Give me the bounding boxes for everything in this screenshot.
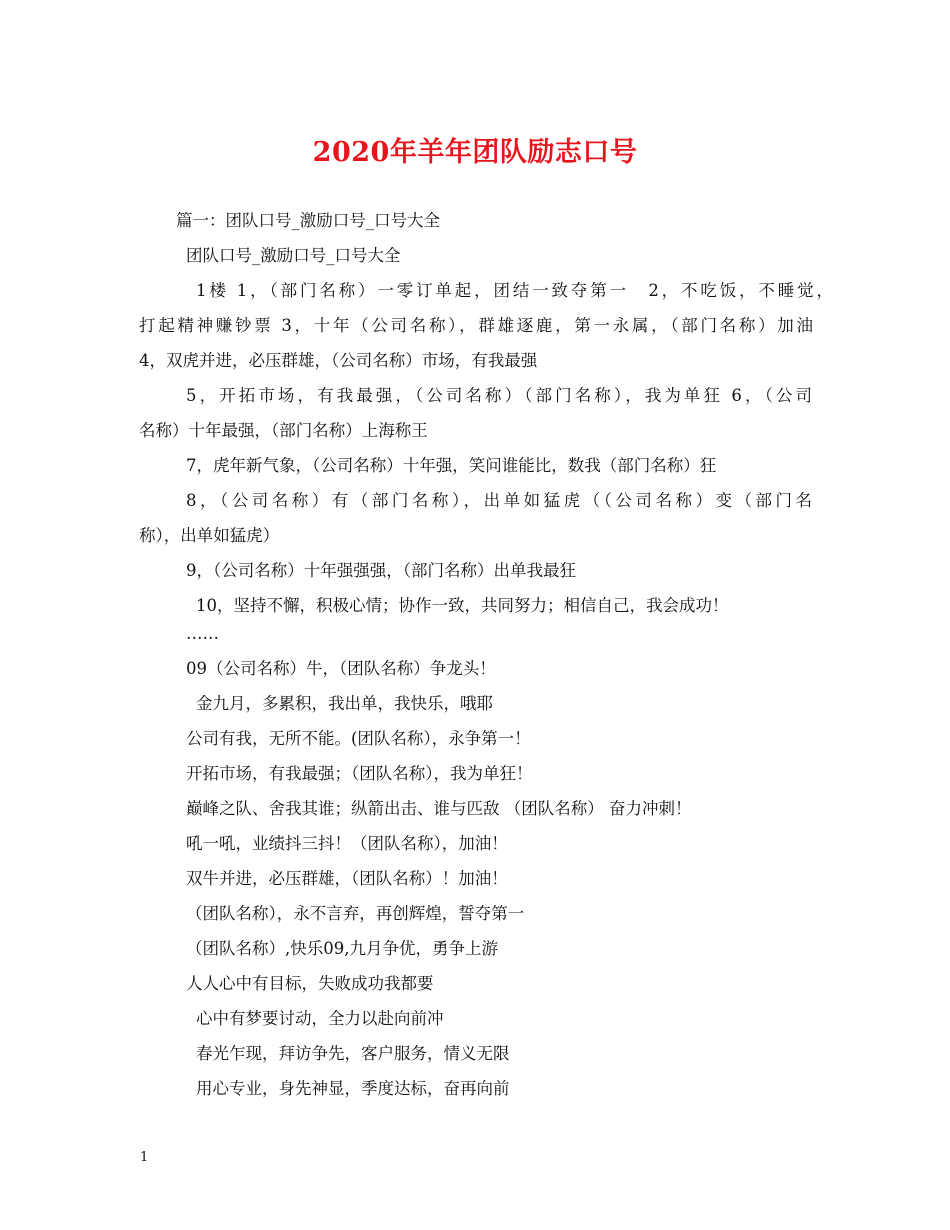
body-line: 公司有我，无所不能。(团队名称），永争第一！ [186, 729, 531, 748]
page-number: 1 [140, 1150, 149, 1165]
body-line: 春光乍现，拜访争先，客户服务，情义无限 [196, 1044, 510, 1063]
body-line: 打起精神赚钞票 3，十年（公司名称），群雄逐鹿，第一永属，（部门名称）加油 [139, 316, 813, 335]
body-line: 开拓市场，有我最强；（团队名称），我为单狂！ [186, 764, 533, 783]
body-line: 5，开拓市场，有我最强，（公司名称）（部门名称），我为单狂 6，（公司 [186, 386, 812, 405]
document-title: 2020年羊年团队励志口号 [312, 137, 638, 168]
body-line: （团队名称）,快乐09,九月争优，勇争上游 [186, 939, 498, 958]
body-line: 金九月，多累积，我出单，我快乐，哦耶 [196, 694, 493, 713]
body-line: 团队口号_激励口号_口号大全 [186, 246, 401, 265]
body-line: 4，双虎并进，必压群雄，（公司名称）市场，有我最强 [139, 351, 538, 370]
body-line: 9，（公司名称）十年强强强，（部门名称）出单我最狂 [186, 561, 576, 580]
body-line: 1楼 1，（部门名称）一零订单起，团结一致夺第一 2，不吃饭，不睡觉， [196, 281, 833, 300]
body-line: 人人心中有目标，失败成功我都要 [186, 974, 434, 993]
body-line: 称），出单如猛虎） [139, 526, 280, 545]
body-line: 09（公司名称）牛，（团队名称）争龙头！ [186, 659, 496, 678]
body-line: 8，（公司名称）有（部门名称），出单如猛虎（（公司名称）变（部门名 [186, 491, 812, 510]
body-line: 7，虎年新气象，（公司名称）十年强，笑问谁能比，数我（部门名称）狂 [186, 456, 717, 475]
body-line: 篇一：团队口号_激励口号_口号大全 [176, 211, 440, 230]
body-line: 名称）十年最强，（部门名称）上海称王 [139, 421, 428, 440]
body-line: （团队名称），永不言弃，再创辉煌，誓夺第一 [186, 904, 525, 923]
body-line: 用心专业，身先神显，季度达标，奋再向前 [196, 1079, 510, 1098]
body-line: 10，坚持不懈，积极心情；协作一致，共同努力；相信自己，我会成功！ [196, 596, 729, 615]
body-line: 双牛并进，必压群雄，（团队名称）！加油！ [186, 869, 508, 888]
body-line: 巅峰之队、舍我其谁；纵箭出击、谁与匹敌 （团队名称） 奋力冲刺！ [186, 799, 692, 818]
body-line: 吼一吼，业绩抖三抖！（团队名称），加油！ [186, 834, 508, 853]
body-line: 心中有梦要讨动，全力以赴向前冲 [196, 1009, 444, 1028]
body-line: …… [186, 624, 219, 643]
